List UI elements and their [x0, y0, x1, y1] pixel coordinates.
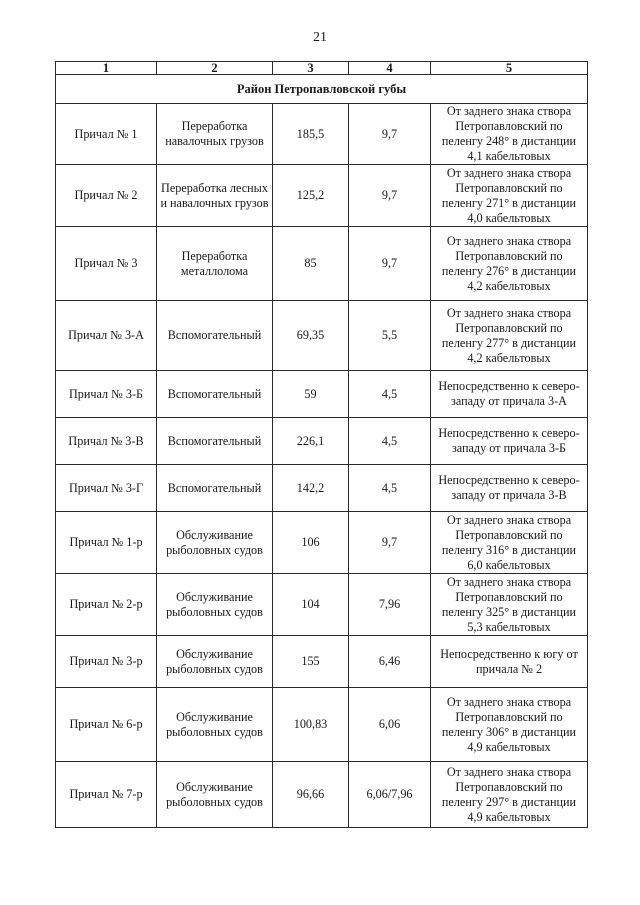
berth-location: От заднего знака створа Петропавловский по пеленгу 248° в дистанции 4,1 кабельтовых	[431, 104, 588, 165]
berth-length: 106	[273, 512, 349, 574]
berth-length: 85	[273, 227, 349, 301]
berth-location: От заднего знака створа Петропавловский по пеленгу 316° в дистанции 6,0 кабельтовых	[431, 512, 588, 574]
page-number: 21	[313, 30, 327, 45]
table-row	[56, 227, 588, 301]
berth-location: От заднего знака створа Петропавловский по пеленгу 325° в дистанции 5,3 кабельтовых	[431, 574, 588, 636]
berth-length: 155	[273, 636, 349, 688]
table-row	[56, 104, 588, 165]
berth-purpose: Обслуживание рыболовных судов	[157, 688, 273, 762]
berth-purpose: Обслуживание рыболовных судов	[157, 512, 273, 574]
column-header: 1	[56, 62, 157, 75]
berth-purpose: Обслуживание рыболовных судов	[157, 762, 273, 828]
berth-length: 100,83	[273, 688, 349, 762]
berth-depth: 6,06	[349, 688, 431, 762]
section-title: Район Петропавловской губы	[56, 75, 588, 104]
berth-location: Непосредственно к югу от причала № 2	[431, 636, 588, 688]
berth-purpose: Переработка металлолома	[157, 227, 273, 301]
berth-depth: 9,7	[349, 165, 431, 227]
berth-depth: 4,5	[349, 418, 431, 465]
berth-purpose: Обслуживание рыболовных судов	[157, 636, 273, 688]
column-header: 5	[431, 62, 588, 75]
berth-length: 59	[273, 371, 349, 418]
berth-location: От заднего знака створа Петропавловский по пеленгу 297° в дистанции 4,9 кабельтовых	[431, 762, 588, 828]
berth-depth: 4,5	[349, 371, 431, 418]
berths-table	[55, 61, 588, 828]
berth-location: От заднего знака створа Петропавловский по пеленгу 271° в дистанции 4,0 кабельтовых	[431, 165, 588, 227]
berth-purpose: Переработка навалочных грузов	[157, 104, 273, 165]
berth-location: Непосредственно к северо-западу от причала 3-В	[431, 465, 588, 512]
column-number-row	[56, 62, 588, 75]
table-row	[56, 301, 588, 371]
berth-purpose: Вспомогательный	[157, 301, 273, 371]
berth-length: 226,1	[273, 418, 349, 465]
berth-depth: 6,46	[349, 636, 431, 688]
berth-depth: 6,06/7,96	[349, 762, 431, 828]
berth-name: Причал № 3	[56, 227, 157, 301]
berth-length: 185,5	[273, 104, 349, 165]
berth-depth: 9,7	[349, 512, 431, 574]
berth-name: Причал № 2	[56, 165, 157, 227]
section-row	[56, 75, 588, 104]
berth-purpose: Вспомогательный	[157, 465, 273, 512]
table-row	[56, 165, 588, 227]
berth-name: Причал № 3-Г	[56, 465, 157, 512]
column-header: 4	[349, 62, 431, 75]
table-row	[56, 371, 588, 418]
berth-purpose: Вспомогательный	[157, 418, 273, 465]
berth-name: Причал № 3-В	[56, 418, 157, 465]
berth-purpose: Обслуживание рыболовных судов	[157, 574, 273, 636]
column-header: 3	[273, 62, 349, 75]
table-row	[56, 512, 588, 574]
berth-length: 96,66	[273, 762, 349, 828]
berth-name: Причал № 3-Б	[56, 371, 157, 418]
table-row	[56, 418, 588, 465]
berth-name: Причал № 3-А	[56, 301, 157, 371]
column-header: 2	[157, 62, 273, 75]
berth-location: От заднего знака створа Петропавловский по пеленгу 277° в дистанции 4,2 кабельтовых	[431, 301, 588, 371]
berth-purpose: Переработка лесных и навалочных грузов	[157, 165, 273, 227]
berth-depth: 9,7	[349, 104, 431, 165]
berth-name: Причал № 7-р	[56, 762, 157, 828]
berth-length: 142,2	[273, 465, 349, 512]
berth-length: 104	[273, 574, 349, 636]
table-row	[56, 574, 588, 636]
berth-depth: 7,96	[349, 574, 431, 636]
berth-depth: 4,5	[349, 465, 431, 512]
berth-depth: 9,7	[349, 227, 431, 301]
table-row	[56, 465, 588, 512]
berth-name: Причал № 1-р	[56, 512, 157, 574]
table-row	[56, 688, 588, 762]
berth-location: Непосредственно к северо-западу от причала 3-А	[431, 371, 588, 418]
berth-purpose: Вспомогательный	[157, 371, 273, 418]
berth-name: Причал № 6-р	[56, 688, 157, 762]
berth-length: 125,2	[273, 165, 349, 227]
berth-name: Причал № 3-р	[56, 636, 157, 688]
berth-location: От заднего знака створа Петропавловский по пеленгу 276° в дистанции 4,2 кабельтовых	[431, 227, 588, 301]
table-row	[56, 762, 588, 828]
berth-depth: 5,5	[349, 301, 431, 371]
berth-name: Причал № 2-р	[56, 574, 157, 636]
berth-location: От заднего знака створа Петропавловский по пеленгу 306° в дистанции 4,9 кабельтовых	[431, 688, 588, 762]
berth-name: Причал № 1	[56, 104, 157, 165]
table-row	[56, 636, 588, 688]
berth-location: Непосредственно к северо-западу от причала 3-Б	[431, 418, 588, 465]
berth-length: 69,35	[273, 301, 349, 371]
